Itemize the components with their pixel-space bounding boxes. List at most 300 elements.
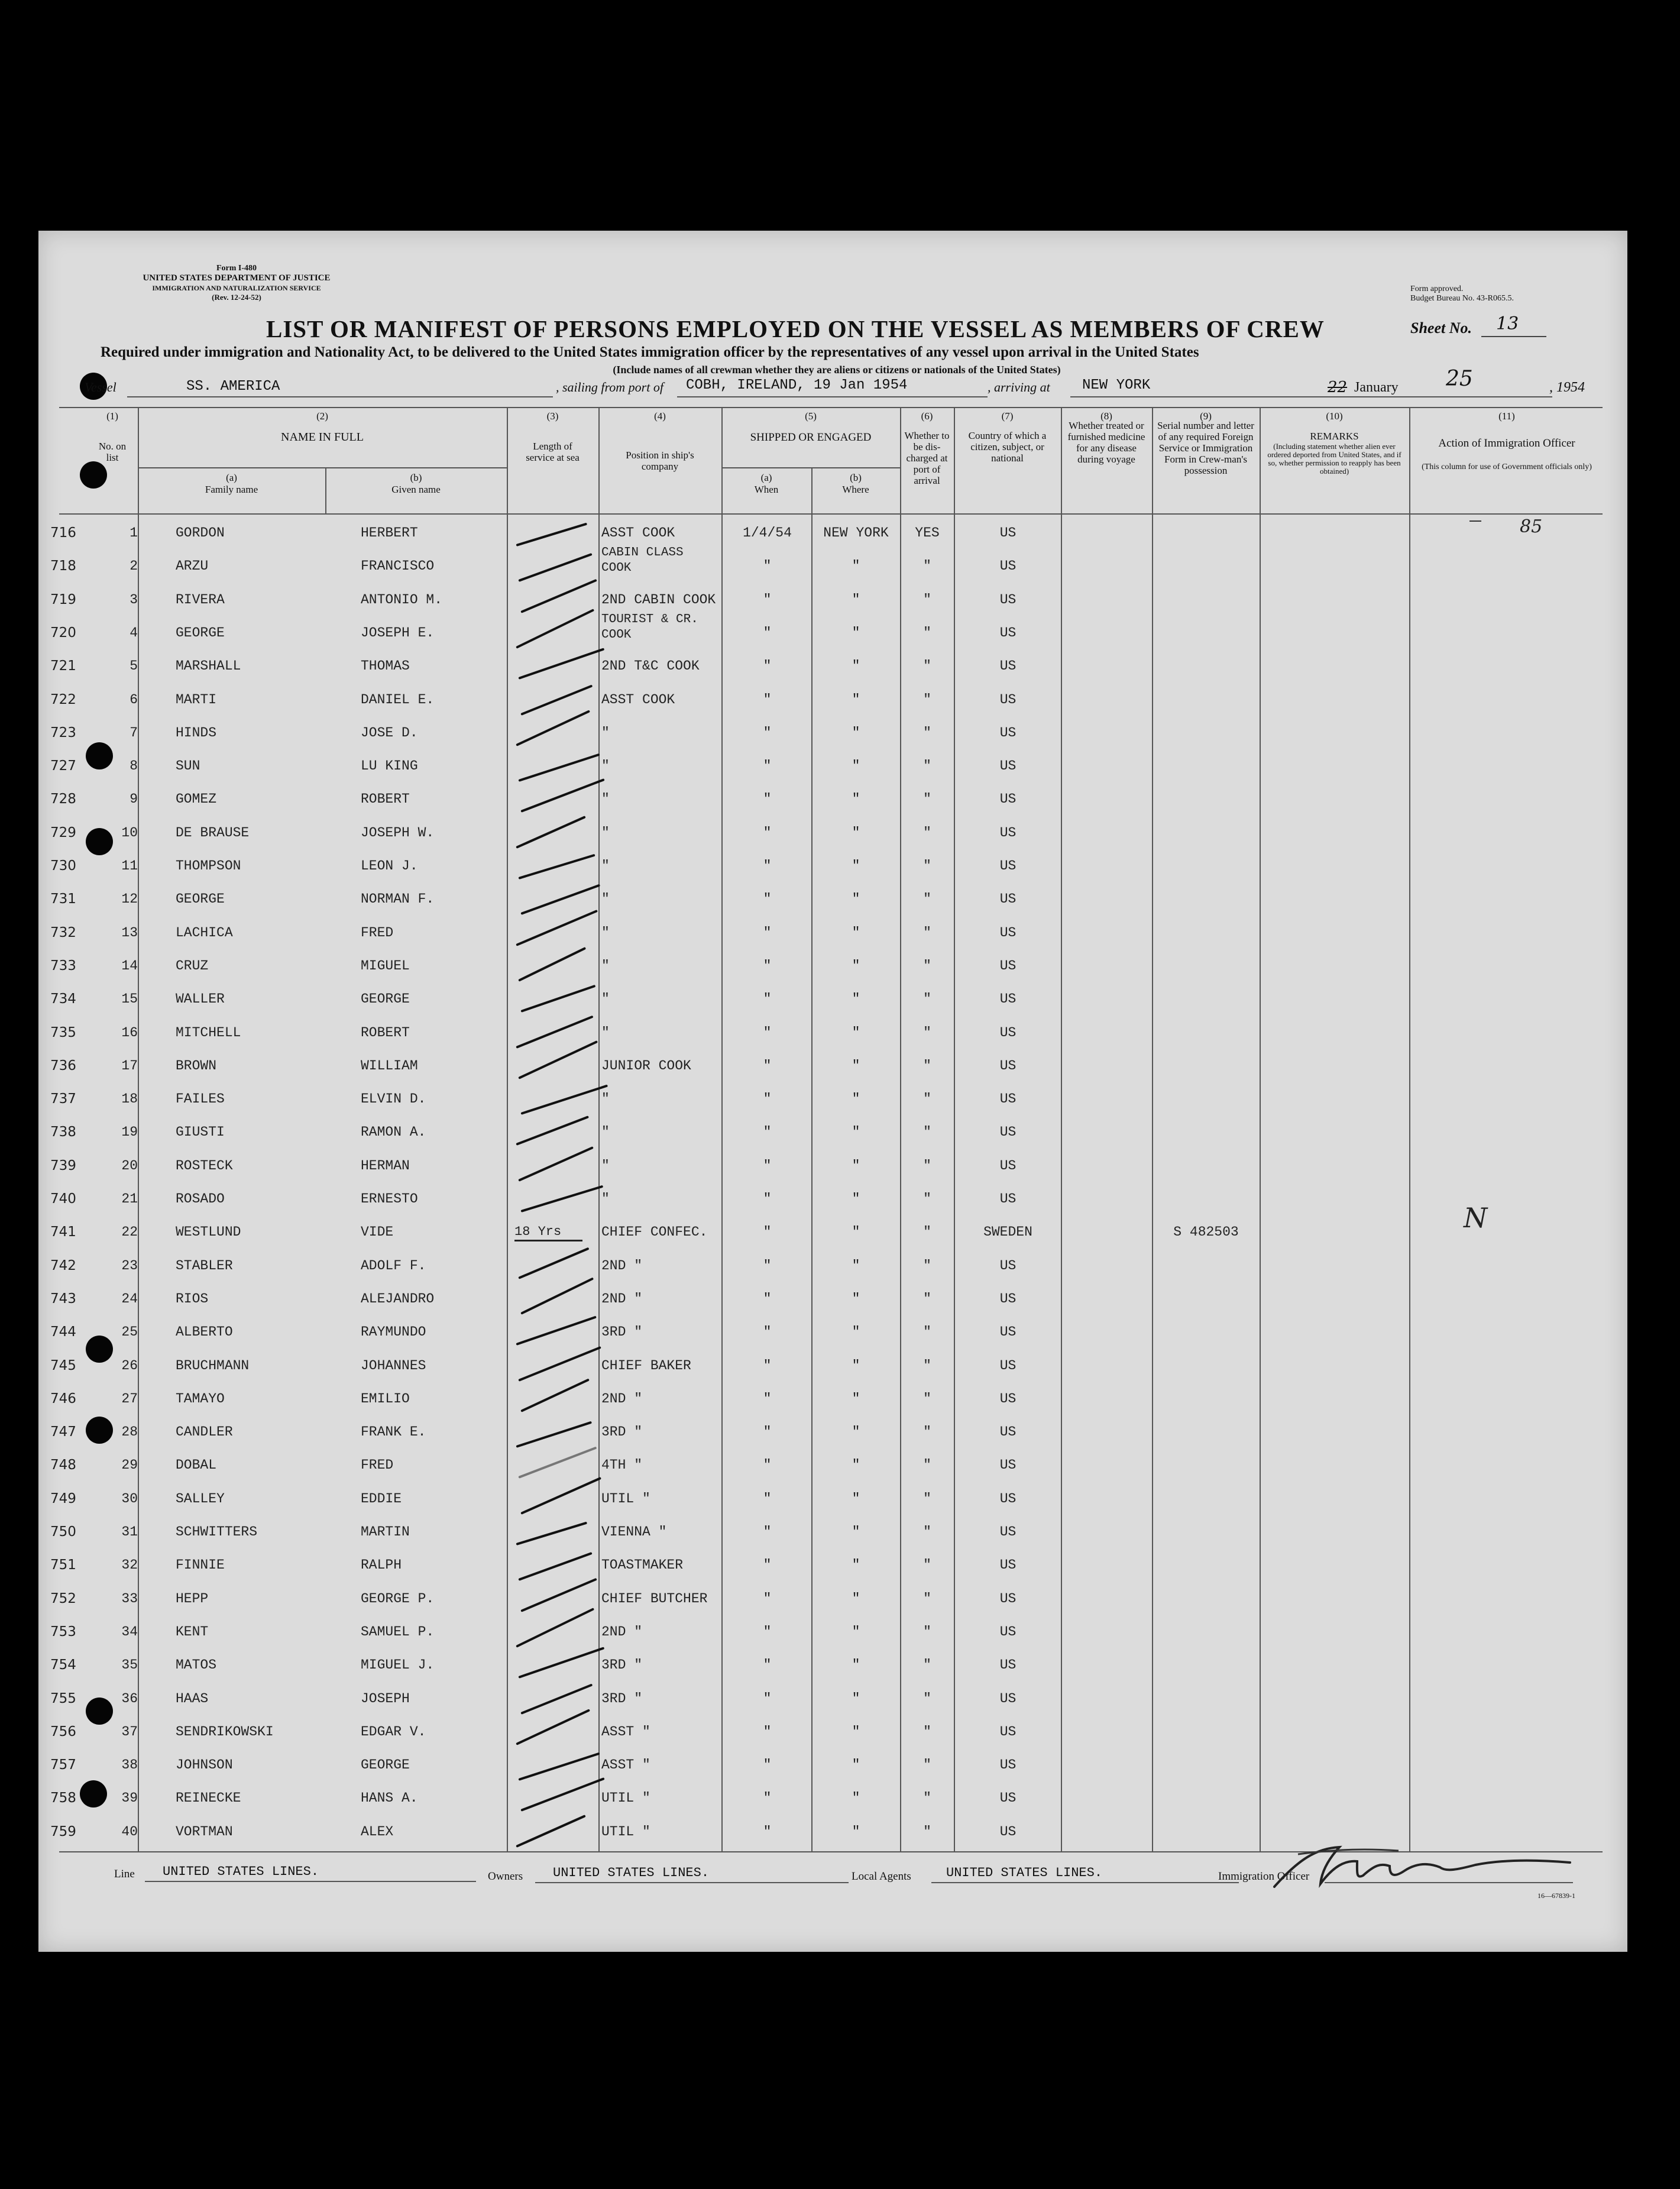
- position: 3RD ": [601, 1324, 643, 1340]
- table-row: [38, 919, 1627, 952]
- margin-reference-number: 753: [50, 1624, 76, 1640]
- family-name: GIUSTI: [176, 1124, 225, 1140]
- row-number: 26: [121, 1357, 138, 1373]
- row-number: 27: [121, 1391, 138, 1406]
- discharge-flag: ": [923, 1257, 931, 1273]
- row-number: 6: [130, 691, 138, 707]
- country: US: [999, 924, 1017, 940]
- margin-reference-number: 743: [50, 1291, 76, 1307]
- discharge-flag: YES: [915, 525, 940, 541]
- family-name: REINECKE: [176, 1790, 241, 1806]
- col9-header: Serial number and letter of any required Foreign Service or Immigration Form in Crew-man's possession: [1157, 420, 1254, 476]
- family-name: SENDRIKOWSKI: [176, 1724, 274, 1739]
- table-row: [38, 1152, 1627, 1185]
- table-row: [38, 586, 1627, 619]
- row-number: 39: [121, 1790, 138, 1806]
- family-name: KENT: [176, 1624, 209, 1640]
- table-row: [38, 1451, 1627, 1485]
- family-name: ALBERTO: [176, 1324, 233, 1340]
- shipped-where: ": [852, 1224, 860, 1240]
- discharge-flag: ": [923, 1823, 931, 1839]
- col3-header: Length of service at sea: [526, 441, 580, 463]
- family-name: ROSTECK: [176, 1157, 233, 1173]
- margin-reference-number: 755: [50, 1690, 76, 1706]
- shipped-when: ": [763, 558, 772, 574]
- sheet-number: 13: [1496, 313, 1519, 334]
- given-name: JOSEPH W.: [361, 824, 435, 840]
- service-name: IMMIGRATION AND NATURALIZATION SERVICE: [152, 284, 321, 292]
- line-label: Line: [114, 1868, 135, 1880]
- country: US: [999, 625, 1017, 641]
- margin-reference-number: 721: [50, 658, 76, 674]
- shipped-when: ": [763, 1590, 772, 1606]
- shipped-where: ": [852, 891, 860, 907]
- shipped-where: ": [852, 1257, 860, 1273]
- department-name: UNITED STATES DEPARTMENT OF JUSTICE: [143, 273, 331, 283]
- shipped-where: NEW YORK: [823, 525, 889, 541]
- row-number: 9: [130, 791, 138, 807]
- sheet-number-label: Sheet No.: [1410, 319, 1472, 337]
- shipped-where: ": [852, 1391, 860, 1406]
- arriving-label: , arriving at: [988, 380, 1050, 395]
- discharge-flag: ": [923, 824, 931, 840]
- col1-header: No. on list: [98, 441, 127, 463]
- position: CHIEF BUTCHER: [601, 1590, 708, 1606]
- given-name: GEORGE: [361, 991, 410, 1007]
- col5a-header: When: [754, 484, 779, 495]
- row-number: 12: [121, 891, 138, 907]
- shipped-where: ": [852, 1424, 860, 1440]
- position: ": [601, 891, 610, 907]
- margin-reference-number: 732: [50, 924, 76, 940]
- shipped-when: ": [763, 1357, 772, 1373]
- table-row: [38, 885, 1627, 919]
- discharge-flag: ": [923, 1157, 931, 1173]
- position: UTIL ": [601, 1490, 650, 1506]
- table-row: [38, 652, 1627, 686]
- family-name: STABLER: [176, 1257, 233, 1273]
- discharge-flag: ": [923, 1624, 931, 1640]
- agents-underline: [931, 1882, 1239, 1883]
- country: US: [999, 1124, 1017, 1140]
- table-row: [38, 1318, 1627, 1351]
- family-name: MARTI: [176, 691, 217, 707]
- service-checkmark-stroke: [516, 523, 587, 547]
- row-number: 13: [121, 924, 138, 940]
- family-name: SCHWITTERS: [176, 1524, 258, 1540]
- table-row: [38, 1718, 1627, 1751]
- given-name: RAMON A.: [361, 1124, 426, 1140]
- margin-reference-number: 742: [50, 1257, 76, 1273]
- service-checkmark-stroke: [518, 553, 592, 582]
- table-row: [38, 1052, 1627, 1085]
- margin-reference-number: 730: [50, 858, 76, 874]
- shipped-when: ": [763, 958, 772, 974]
- margin-reference-number: 749: [50, 1490, 76, 1506]
- service-checkmark-stroke: [518, 1647, 604, 1679]
- position: ": [601, 758, 610, 774]
- margin-reference-number: 758: [50, 1790, 76, 1806]
- discharge-flag: ": [923, 591, 931, 607]
- form-title: LIST OR MANIFEST OF PERSONS EMPLOYED ON THE VESSEL AS MEMBERS OF CREW: [266, 315, 1325, 342]
- family-name: JOHNSON: [176, 1757, 233, 1773]
- discharge-flag: ": [923, 658, 931, 674]
- shipped-when: 1/4/54: [743, 525, 792, 541]
- margin-reference-number: 745: [50, 1357, 76, 1373]
- agents-value: UNITED STATES LINES.: [946, 1865, 1103, 1880]
- row-number: 40: [121, 1823, 138, 1839]
- row-number: 34: [121, 1624, 138, 1640]
- col11-note: (This column for use of Government officials only): [1422, 463, 1592, 471]
- discharge-flag: ": [923, 758, 931, 774]
- shipped-when: ": [763, 691, 772, 707]
- margin-reference-number: 747: [50, 1424, 76, 1440]
- margin-reference-number: 746: [50, 1391, 76, 1406]
- shipped-when: ": [763, 1757, 772, 1773]
- service-checkmark-stroke: [518, 1447, 597, 1479]
- table-row: [38, 1551, 1627, 1585]
- family-name: THOMPSON: [176, 858, 241, 874]
- arriving-port: NEW YORK: [1082, 377, 1151, 393]
- family-name: VORTMAN: [176, 1823, 233, 1839]
- family-name: BRUCHMANN: [176, 1357, 250, 1373]
- service-checkmark-stroke: [516, 1522, 587, 1545]
- given-name: DANIEL E.: [361, 691, 435, 707]
- country: US: [999, 558, 1017, 574]
- position: ": [601, 1024, 610, 1040]
- discharge-flag: ": [923, 1191, 931, 1207]
- position: 2ND ": [601, 1291, 643, 1307]
- margin-reference-number: 750: [50, 1524, 76, 1540]
- table-row: [38, 1418, 1627, 1451]
- shipped-where: ": [852, 1457, 860, 1473]
- family-name: GOMEZ: [176, 791, 217, 807]
- date-struck: 22: [1328, 379, 1348, 396]
- country: US: [999, 1257, 1017, 1273]
- country: US: [999, 1157, 1017, 1173]
- col2a-letter: (a): [226, 472, 237, 483]
- row-number: 2: [130, 558, 138, 574]
- country: US: [999, 1457, 1017, 1473]
- given-name: JOSE D.: [361, 725, 418, 741]
- discharge-flag: ": [923, 1424, 931, 1440]
- table-row: [38, 1285, 1627, 1318]
- row-number: 23: [121, 1257, 138, 1273]
- table-row: [38, 1585, 1627, 1618]
- discharge-flag: ": [923, 791, 931, 807]
- row-number: 16: [121, 1024, 138, 1040]
- table-row: [38, 1485, 1627, 1518]
- margin-reference-number: 727: [50, 758, 76, 774]
- margin-reference-number: 719: [50, 591, 76, 607]
- row-number: 37: [121, 1724, 138, 1739]
- discharge-flag: ": [923, 1690, 931, 1706]
- shipped-when: ": [763, 1823, 772, 1839]
- shipped-where: ": [852, 591, 860, 607]
- discharge-flag: ": [923, 1490, 931, 1506]
- margin-reference-number: 748: [50, 1457, 76, 1473]
- discharge-flag: ": [923, 924, 931, 940]
- position: ASST ": [601, 1724, 650, 1739]
- table-row: [38, 1202, 1627, 1252]
- shipped-where: ": [852, 1524, 860, 1540]
- family-name: MATOS: [176, 1657, 217, 1673]
- table-row: [38, 1019, 1627, 1052]
- family-name: ROSADO: [176, 1191, 225, 1207]
- shipped-where: ": [852, 1690, 860, 1706]
- col2-header: NAME IN FULL: [281, 431, 364, 444]
- country: US: [999, 1324, 1017, 1340]
- family-name: WESTLUND: [176, 1224, 241, 1240]
- position: ASST COOK: [601, 691, 675, 707]
- officer-action: 85: [1520, 516, 1543, 537]
- date-year: , 1954: [1549, 380, 1585, 395]
- service-checkmark-stroke: [520, 884, 600, 915]
- position: 2ND T&C COOK: [601, 658, 700, 674]
- family-name: FAILES: [176, 1091, 225, 1107]
- discharge-flag: ": [923, 1457, 931, 1473]
- shipped-where: ": [852, 1091, 860, 1107]
- discharge-flag: ": [923, 1657, 931, 1673]
- discharge-flag: ": [923, 725, 931, 741]
- margin-reference-number: 722: [50, 691, 76, 707]
- given-name: FRANK E.: [361, 1424, 426, 1440]
- given-name: NORMAN F.: [361, 891, 435, 907]
- position: ASST COOK: [601, 525, 675, 541]
- row-number: 28: [121, 1424, 138, 1440]
- given-name: FRED: [361, 1457, 394, 1473]
- service-checkmark-stroke: [516, 1815, 586, 1848]
- position: ": [601, 858, 610, 874]
- shipped-when: ": [763, 858, 772, 874]
- shipped-when: ": [763, 991, 772, 1007]
- row-number: 8: [130, 758, 138, 774]
- position: 4TH ": [601, 1457, 643, 1473]
- service-checkmark-stroke: [518, 947, 586, 982]
- family-name: LACHICA: [176, 924, 233, 940]
- family-name: GORDON: [176, 525, 225, 541]
- margin-reference-number: 716: [50, 525, 76, 541]
- given-name: LU KING: [361, 758, 418, 774]
- shipped-where: ": [852, 658, 860, 674]
- service-checkmark-stroke: [520, 684, 593, 715]
- shipped-where: ": [852, 1357, 860, 1373]
- position: UTIL ": [601, 1823, 650, 1839]
- country: US: [999, 791, 1017, 807]
- country: US: [999, 1058, 1017, 1074]
- country: US: [999, 758, 1017, 774]
- table-row: [38, 1518, 1627, 1551]
- form-subnote: (Include names of all crewman whether they are aliens or citizens or nationals of the United States): [613, 364, 1061, 376]
- shipped-where: ": [852, 1157, 860, 1173]
- officer-label: Immigration Officer: [1218, 1870, 1310, 1883]
- shipped-where: ": [852, 1490, 860, 1506]
- col5-header: SHIPPED OR ENGAGED: [750, 431, 872, 444]
- shipped-when: ": [763, 1391, 772, 1406]
- table-row: [38, 1252, 1627, 1285]
- shipped-when: ": [763, 1124, 772, 1140]
- shipped-where: ": [852, 625, 860, 641]
- position: 2ND ": [601, 1257, 643, 1273]
- col8-header: Whether treated or furnished medicine for any disease during voyage: [1067, 420, 1145, 465]
- row-number: 22: [121, 1224, 138, 1240]
- given-name: JOSEPH E.: [361, 625, 435, 641]
- family-name: ARZU: [176, 558, 209, 574]
- table-row: [38, 1651, 1627, 1684]
- shipped-where: ": [852, 858, 860, 874]
- service-checkmark-stroke: [518, 648, 604, 680]
- shipped-where: ": [852, 1624, 860, 1640]
- col5-number: (5): [805, 410, 817, 422]
- line-value: UNITED STATES LINES.: [163, 1864, 319, 1879]
- country: US: [999, 824, 1017, 840]
- shipped-where: ": [852, 1291, 860, 1307]
- discharge-flag: ": [923, 1024, 931, 1040]
- row-number: 24: [121, 1291, 138, 1307]
- table-row: [38, 1751, 1627, 1784]
- position: ": [601, 924, 610, 940]
- discharge-flag: ": [923, 1291, 931, 1307]
- shipped-when: ": [763, 1524, 772, 1540]
- given-name: MARTIN: [361, 1524, 410, 1540]
- given-name: VIDE: [361, 1224, 394, 1240]
- margin-reference-number: 741: [50, 1224, 76, 1240]
- discharge-flag: ": [923, 1091, 931, 1107]
- position: ": [601, 1191, 610, 1207]
- margin-reference-number: 757: [50, 1757, 76, 1773]
- form-revision: (Rev. 12-24-52): [212, 293, 261, 302]
- given-name: ROBERT: [361, 1024, 410, 1040]
- given-name: GEORGE P.: [361, 1590, 435, 1606]
- family-name: GEORGE: [176, 891, 225, 907]
- discharge-flag: ": [923, 1557, 931, 1573]
- service-underline: [514, 1240, 582, 1241]
- country: US: [999, 1757, 1017, 1773]
- service-checkmark-stroke: [518, 1552, 592, 1581]
- position: 3RD ": [601, 1424, 643, 1440]
- family-name: DOBAL: [176, 1457, 217, 1473]
- country: US: [999, 1657, 1017, 1673]
- officer-action: N: [1464, 1202, 1488, 1234]
- margin-reference-number: 734: [50, 991, 76, 1007]
- country: US: [999, 1024, 1017, 1040]
- agents-label: Local Agents: [852, 1870, 911, 1883]
- row-number: 18: [121, 1091, 138, 1107]
- shipped-when: ": [763, 824, 772, 840]
- margin-reference-number: 740: [50, 1191, 76, 1207]
- family-name: WALLER: [176, 991, 225, 1007]
- position: ASST ": [601, 1757, 650, 1773]
- table-row: [38, 1085, 1627, 1118]
- shipped-when: ": [763, 924, 772, 940]
- row-number: 31: [121, 1524, 138, 1540]
- shipped-when: ": [763, 658, 772, 674]
- shipped-where: ": [852, 1557, 860, 1573]
- shipped-where: ": [852, 991, 860, 1007]
- table-row: [38, 985, 1627, 1018]
- position: TOURIST & CR. COOK: [601, 612, 698, 642]
- discharge-flag: ": [923, 958, 931, 974]
- margin-reference-number: 738: [50, 1124, 76, 1140]
- sailing-label: , sailing from port of: [556, 380, 663, 395]
- margin-reference-number: 739: [50, 1157, 76, 1173]
- margin-reference-number: 733: [50, 958, 76, 974]
- position: CHIEF CONFEC.: [601, 1224, 708, 1240]
- row-number: 29: [121, 1457, 138, 1473]
- family-name: GEORGE: [176, 625, 225, 641]
- shipped-when: ": [763, 1291, 772, 1307]
- row-number: 3: [130, 591, 138, 607]
- shipped-where: ": [852, 691, 860, 707]
- table-row: [38, 785, 1627, 819]
- discharge-flag: ": [923, 1058, 931, 1074]
- owners-label: Owners: [488, 1870, 523, 1883]
- shipped-where: ": [852, 1191, 860, 1207]
- discharge-flag: ": [923, 1790, 931, 1806]
- country: US: [999, 891, 1017, 907]
- shipped-where: ": [852, 1124, 860, 1140]
- row-number: 14: [121, 958, 138, 974]
- discharge-flag: ": [923, 558, 931, 574]
- budget-bureau-no: Budget Bureau No. 43-R065.5.: [1410, 294, 1514, 303]
- table-row: [38, 1618, 1627, 1651]
- col7-number: (7): [1001, 410, 1014, 422]
- country: US: [999, 1357, 1017, 1373]
- position: 2ND CABIN COOK: [601, 591, 716, 607]
- col9-number: (9): [1200, 410, 1212, 422]
- discharge-flag: ": [923, 1524, 931, 1540]
- position: ": [601, 791, 610, 807]
- shipped-where: ": [852, 1757, 860, 1773]
- row-number: 17: [121, 1058, 138, 1074]
- row-number: 7: [130, 725, 138, 741]
- col4-header: Position in ship's company: [626, 450, 694, 472]
- form-number: Form I-480: [216, 264, 257, 273]
- shipped-when: ": [763, 1058, 772, 1074]
- discharge-flag: ": [923, 1124, 931, 1140]
- family-name: TAMAYO: [176, 1391, 225, 1406]
- col5b-header: Where: [842, 484, 869, 495]
- shipped-when: ": [763, 1191, 772, 1207]
- position: VIENNA ": [601, 1524, 667, 1540]
- country: US: [999, 1424, 1017, 1440]
- col11-header: Action of Immigration Officer: [1438, 437, 1575, 450]
- given-name: RAYMUNDO: [361, 1324, 426, 1340]
- country: US: [999, 991, 1017, 1007]
- margin-reference-number: 754: [50, 1657, 76, 1673]
- officer-signature: [1263, 1836, 1594, 1893]
- service-checkmark-stroke: [516, 1316, 597, 1346]
- family-name: RIVERA: [176, 591, 225, 607]
- date-day: 25: [1446, 367, 1473, 391]
- given-name: JOSEPH: [361, 1690, 410, 1706]
- shipped-when: ": [763, 1257, 772, 1273]
- margin-reference-number: 759: [50, 1823, 76, 1839]
- service-checkmark-stroke: [518, 854, 595, 880]
- service-checkmark-stroke: [516, 1116, 589, 1146]
- table-row: [38, 952, 1627, 985]
- given-name: JOHANNES: [361, 1357, 426, 1373]
- family-name: SUN: [176, 758, 200, 774]
- shipped-when: ": [763, 1457, 772, 1473]
- position: UTIL ": [601, 1790, 650, 1806]
- country: SWEDEN: [983, 1224, 1032, 1240]
- row-number: 35: [121, 1657, 138, 1673]
- service-checkmark-stroke: [520, 1085, 608, 1115]
- margin-reference-number: 723: [50, 725, 76, 741]
- given-name: ERNESTO: [361, 1191, 418, 1207]
- family-name: HINDS: [176, 725, 217, 741]
